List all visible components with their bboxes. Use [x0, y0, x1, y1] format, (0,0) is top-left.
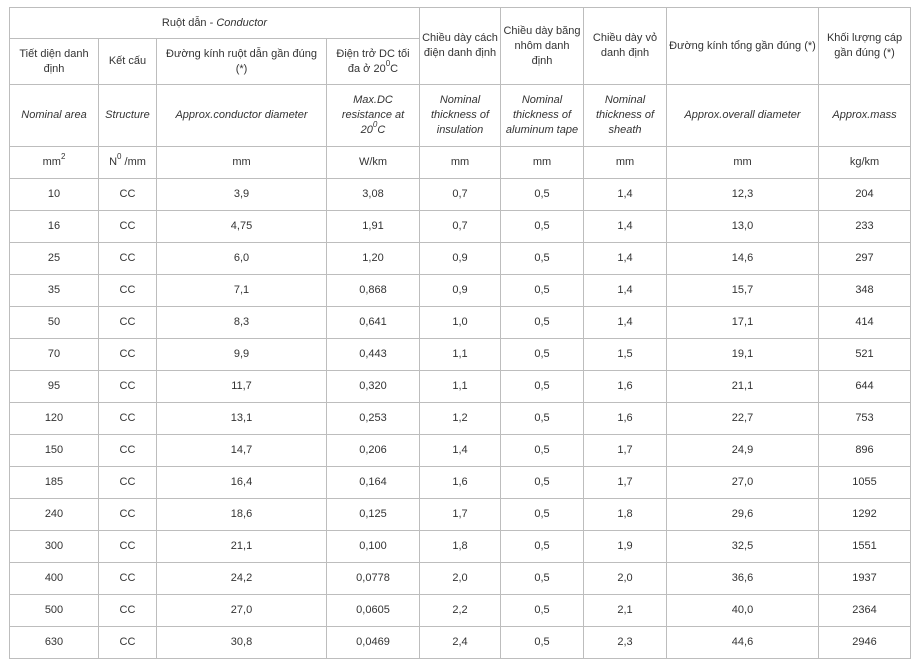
insulation-unit: mm	[420, 147, 501, 179]
resistance-cell: 0,164	[327, 467, 420, 499]
overall-diameter-cell: 44,6	[667, 627, 819, 659]
sheath-cell: 2,0	[584, 563, 667, 595]
mass-cell: 2364	[819, 595, 911, 627]
tape-cell: 0,5	[501, 243, 584, 275]
overall-diameter-cell: 24,9	[667, 435, 819, 467]
diameter-cell: 13,1	[157, 403, 327, 435]
table-row	[10, 211, 911, 243]
mass-cell: 1937	[819, 563, 911, 595]
overall-diameter-cell: 12,3	[667, 179, 819, 211]
structure-cell: CC	[99, 243, 157, 275]
overall-diameter-cell: 36,6	[667, 563, 819, 595]
diameter-cell: 6,0	[157, 243, 327, 275]
structure-cell: CC	[99, 499, 157, 531]
cable-spec-table-wrapper	[9, 7, 911, 659]
structure-cell: CC	[99, 627, 157, 659]
nominal-area-cell: 95	[10, 371, 99, 403]
nominal-area-cell: 500	[10, 595, 99, 627]
tape-cell: 0,5	[501, 435, 584, 467]
resistance-header-en	[327, 85, 420, 147]
resistance-cell: 0,125	[327, 499, 420, 531]
mass-cell: 1055	[819, 467, 911, 499]
structure-unit-sup: 0	[117, 152, 122, 162]
resistance-cell: 0,0469	[327, 627, 420, 659]
structure-cell: CC	[99, 435, 157, 467]
insulation-cell: 1,1	[420, 339, 501, 371]
insulation-cell: 1,6	[420, 467, 501, 499]
nominal-area-cell: 50	[10, 307, 99, 339]
insulation-cell: 0,9	[420, 243, 501, 275]
overall-diameter-cell: 32,5	[667, 531, 819, 563]
mass-cell: 348	[819, 275, 911, 307]
mass-header-vi: Khối lượng cáp gần đúng (*)	[819, 8, 911, 85]
diameter-cell: 24,2	[157, 563, 327, 595]
mass-cell: 297	[819, 243, 911, 275]
sheath-cell: 1,4	[584, 179, 667, 211]
structure-cell: CC	[99, 467, 157, 499]
insulation-header-vi: Chiều dày cách điện danh định	[420, 8, 501, 85]
structure-cell: CC	[99, 371, 157, 403]
table-body	[10, 8, 911, 659]
sheath-cell: 1,7	[584, 435, 667, 467]
sheath-cell: 1,4	[584, 275, 667, 307]
diameter-cell: 27,0	[157, 595, 327, 627]
nominal-area-header-vi: Tiết diện danh định	[10, 39, 99, 85]
resistance-vi-sup: 0	[385, 58, 391, 68]
tape-header-en: Nominal thickness of aluminum tape	[501, 85, 584, 147]
tape-cell: 0,5	[501, 307, 584, 339]
overall-header-vi: Đường kính tổng gần đúng (*)	[667, 8, 819, 85]
diameter-cell: 14,7	[157, 435, 327, 467]
insulation-cell: 2,2	[420, 595, 501, 627]
overall-unit: mm	[667, 147, 819, 179]
resistance-cell: 0,641	[327, 307, 420, 339]
resistance-cell: 0,253	[327, 403, 420, 435]
mass-cell: 204	[819, 179, 911, 211]
resistance-vi-text: Điện trở DC tối đa ở 20	[336, 47, 410, 75]
header-row-en	[10, 85, 911, 147]
nominal-area-cell: 150	[10, 435, 99, 467]
nominal-area-cell: 35	[10, 275, 99, 307]
nominal-area-cell: 25	[10, 243, 99, 275]
insulation-cell: 0,7	[420, 211, 501, 243]
table-row	[10, 467, 911, 499]
diameter-cell: 8,3	[157, 307, 327, 339]
header-row-group	[10, 8, 911, 39]
sheath-cell: 1,4	[584, 211, 667, 243]
mass-cell: 2946	[819, 627, 911, 659]
overall-diameter-cell: 13,0	[667, 211, 819, 243]
diameter-cell: 4,75	[157, 211, 327, 243]
nominal-area-cell: 240	[10, 499, 99, 531]
table-row	[10, 243, 911, 275]
structure-cell: CC	[99, 403, 157, 435]
table-row	[10, 339, 911, 371]
mass-cell: 1551	[819, 531, 911, 563]
tape-cell: 0,5	[501, 339, 584, 371]
table-row	[10, 595, 911, 627]
resistance-en-unit: C	[377, 124, 386, 136]
resistance-unit: W/km	[327, 147, 420, 179]
sheath-cell: 1,7	[584, 467, 667, 499]
diameter-cell: 7,1	[157, 275, 327, 307]
nominal-area-header-en: Nominal area	[10, 85, 99, 147]
nominal-area-cell: 16	[10, 211, 99, 243]
overall-diameter-cell: 22,7	[667, 403, 819, 435]
diameter-cell: 9,9	[157, 339, 327, 371]
conductor-label-vi: Ruột dẫn -	[161, 16, 217, 29]
nominal-area-cell: 185	[10, 467, 99, 499]
table-row	[10, 307, 911, 339]
tape-cell: 0,5	[501, 371, 584, 403]
structure-cell: CC	[99, 211, 157, 243]
sheath-cell: 2,3	[584, 627, 667, 659]
resistance-cell: 1,91	[327, 211, 420, 243]
tape-cell: 0,5	[501, 499, 584, 531]
table-row	[10, 627, 911, 659]
insulation-cell: 1,2	[420, 403, 501, 435]
sheath-cell: 1,8	[584, 499, 667, 531]
resistance-en-text: Max.DC resistance at 20	[341, 94, 405, 136]
mass-cell: 414	[819, 307, 911, 339]
insulation-cell: 1,0	[420, 307, 501, 339]
sheath-cell: 1,5	[584, 339, 667, 371]
structure-header-vi: Kết cấu	[99, 39, 157, 85]
nominal-area-cell: 120	[10, 403, 99, 435]
sheath-cell: 2,1	[584, 595, 667, 627]
table-row	[10, 179, 911, 211]
mass-cell: 753	[819, 403, 911, 435]
diameter-cell: 18,6	[157, 499, 327, 531]
resistance-cell: 0,320	[327, 371, 420, 403]
tape-cell: 0,5	[501, 627, 584, 659]
diameter-header-vi: Đường kính ruột dẫn gần đúng (*)	[157, 39, 327, 85]
diameter-cell: 30,8	[157, 627, 327, 659]
nominal-area-unit-text: mm	[42, 156, 61, 168]
nominal-area-cell: 630	[10, 627, 99, 659]
insulation-cell: 1,4	[420, 435, 501, 467]
tape-cell: 0,5	[501, 403, 584, 435]
sheath-header-vi: Chiều dày vỏ danh định	[584, 8, 667, 85]
table-row	[10, 563, 911, 595]
nominal-area-cell: 300	[10, 531, 99, 563]
tape-cell: 0,5	[501, 531, 584, 563]
units-row	[10, 147, 911, 179]
mass-unit: kg/km	[819, 147, 911, 179]
overall-diameter-cell: 19,1	[667, 339, 819, 371]
mass-cell: 896	[819, 435, 911, 467]
table-row	[10, 275, 911, 307]
insulation-cell: 0,9	[420, 275, 501, 307]
structure-cell: CC	[99, 595, 157, 627]
resistance-cell: 0,206	[327, 435, 420, 467]
resistance-en-sup: 0	[372, 120, 378, 130]
structure-cell: CC	[99, 275, 157, 307]
mass-cell: 1292	[819, 499, 911, 531]
table-row	[10, 371, 911, 403]
resistance-cell: 3,08	[327, 179, 420, 211]
insulation-cell: 2,4	[420, 627, 501, 659]
resistance-header-vi	[327, 39, 420, 85]
insulation-cell: 1,7	[420, 499, 501, 531]
diameter-cell: 16,4	[157, 467, 327, 499]
mass-cell: 521	[819, 339, 911, 371]
sheath-cell: 1,6	[584, 371, 667, 403]
resistance-cell: 1,20	[327, 243, 420, 275]
resistance-cell: 0,100	[327, 531, 420, 563]
resistance-cell: 0,443	[327, 339, 420, 371]
structure-cell: CC	[99, 339, 157, 371]
resistance-vi-unit: C	[390, 62, 399, 75]
overall-diameter-cell: 15,7	[667, 275, 819, 307]
structure-cell: CC	[99, 563, 157, 595]
conductor-label-en: Conductor	[216, 16, 268, 29]
tape-cell: 0,5	[501, 179, 584, 211]
structure-cell: CC	[99, 179, 157, 211]
diameter-unit: mm	[157, 147, 327, 179]
overall-diameter-cell: 40,0	[667, 595, 819, 627]
table-row	[10, 435, 911, 467]
diameter-cell: 21,1	[157, 531, 327, 563]
structure-cell: CC	[99, 307, 157, 339]
mass-cell: 233	[819, 211, 911, 243]
insulation-cell: 1,1	[420, 371, 501, 403]
nominal-area-cell: 70	[10, 339, 99, 371]
tape-cell: 0,5	[501, 467, 584, 499]
table-row	[10, 531, 911, 563]
resistance-cell: 0,0605	[327, 595, 420, 627]
overall-diameter-cell: 27,0	[667, 467, 819, 499]
sheath-cell: 1,4	[584, 307, 667, 339]
conductor-group-header	[10, 8, 420, 39]
resistance-cell: 0,0778	[327, 563, 420, 595]
nominal-area-cell: 400	[10, 563, 99, 595]
overall-diameter-cell: 17,1	[667, 307, 819, 339]
nominal-area-unit-sup: 2	[60, 152, 66, 162]
nominal-area-unit	[10, 147, 99, 179]
tape-cell: 0,5	[501, 563, 584, 595]
cable-spec-table	[9, 7, 911, 659]
mass-header-en: Approx.mass	[819, 85, 911, 147]
table-row	[10, 499, 911, 531]
tape-header-vi: Chiều dày băng nhôm danh định	[501, 8, 584, 85]
structure-unit-post: /mm	[121, 156, 146, 168]
diameter-cell: 11,7	[157, 371, 327, 403]
sheath-cell: 1,9	[584, 531, 667, 563]
diameter-header-en: Approx.conductor diameter	[157, 85, 327, 147]
table-row	[10, 403, 911, 435]
overall-diameter-cell: 14,6	[667, 243, 819, 275]
insulation-cell: 1,8	[420, 531, 501, 563]
tape-cell: 0,5	[501, 211, 584, 243]
overall-diameter-cell: 21,1	[667, 371, 819, 403]
mass-cell: 644	[819, 371, 911, 403]
structure-unit	[99, 147, 157, 179]
tape-unit: mm	[501, 147, 584, 179]
structure-unit-pre: N	[109, 156, 118, 168]
sheath-cell: 1,6	[584, 403, 667, 435]
insulation-cell: 0,7	[420, 179, 501, 211]
resistance-cell: 0,868	[327, 275, 420, 307]
sheath-header-en: Nominal thickness of sheath	[584, 85, 667, 147]
insulation-header-en: Nominal thickness of insulation	[420, 85, 501, 147]
structure-header-en: Structure	[99, 85, 157, 147]
overall-header-en: Approx.overall diameter	[667, 85, 819, 147]
sheath-unit: mm	[584, 147, 667, 179]
tape-cell: 0,5	[501, 595, 584, 627]
sheath-cell: 1,4	[584, 243, 667, 275]
overall-diameter-cell: 29,6	[667, 499, 819, 531]
insulation-cell: 2,0	[420, 563, 501, 595]
structure-cell: CC	[99, 531, 157, 563]
tape-cell: 0,5	[501, 275, 584, 307]
nominal-area-cell: 10	[10, 179, 99, 211]
diameter-cell: 3,9	[157, 179, 327, 211]
